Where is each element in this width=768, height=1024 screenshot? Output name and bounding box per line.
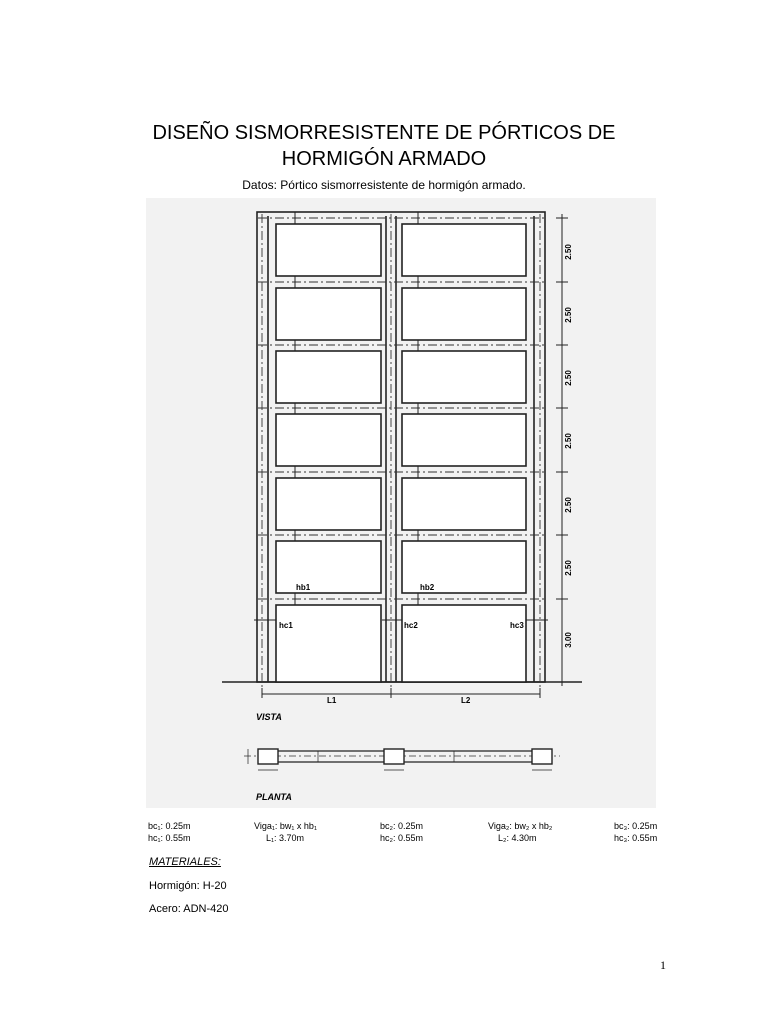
data-bc3: bc₃: 0.25m xyxy=(614,821,658,831)
data-bc1: bc₁: 0.25m xyxy=(148,821,191,831)
materials-heading: MATERIALES: xyxy=(149,856,221,868)
data-L1: L₁: 3.70m xyxy=(266,833,305,843)
height-label-6: 2.50 xyxy=(564,560,573,576)
label-hb2: hb2 xyxy=(420,583,435,592)
label-L2: L2 xyxy=(461,696,471,705)
data-hc2: hc₂: 0.55m xyxy=(380,833,424,843)
height-label-1: 2.50 xyxy=(564,244,573,260)
data-viga1: Viga₁: bw₁ x hb₁ xyxy=(254,821,317,831)
plan-view xyxy=(244,749,560,770)
label-L1: L1 xyxy=(327,696,337,705)
right-bay-panels xyxy=(402,224,526,682)
material-steel: Acero: ADN-420 xyxy=(149,903,229,915)
data-hc3: hc₃: 0.55m xyxy=(614,833,658,843)
data-bc2: bc₂: 0.25m xyxy=(380,821,424,831)
data-col-1 xyxy=(148,820,191,844)
data-col-3 xyxy=(380,820,423,844)
height-dimension-line xyxy=(556,214,568,686)
left-bay-panels xyxy=(276,224,381,682)
label-planta: PLANTA xyxy=(256,792,292,802)
label-hb1: hb1 xyxy=(296,583,311,592)
title-line-1: DISEÑO SISMORRESISTENTE DE PÓRTICOS DE xyxy=(152,122,616,144)
height-label-2: 2.50 xyxy=(564,307,573,323)
label-hc3: hc3 xyxy=(510,621,524,630)
title-line-2: HORMIGÓN ARMADO xyxy=(281,148,487,170)
data-hc1: hc₁: 0.55m xyxy=(148,833,191,843)
data-viga2: Viga₂: bw₂ x hb₂ xyxy=(488,821,553,831)
data-col-5 xyxy=(614,820,657,844)
height-label-4: 2.50 xyxy=(564,433,573,449)
page-number: 1 xyxy=(660,958,666,972)
data-col-4 xyxy=(488,820,552,844)
data-L2: L₂: 4.30m xyxy=(498,833,537,843)
label-vista: VISTA xyxy=(256,712,282,722)
span-dimension-line xyxy=(262,688,540,698)
height-label-7: 3.00 xyxy=(564,632,573,648)
subtitle: Datos: Pórtico sismorresistente de hormigón armado. xyxy=(242,178,526,192)
data-col-2 xyxy=(254,820,317,844)
material-concrete: Hormigón: H-20 xyxy=(149,880,227,892)
label-hc1: hc1 xyxy=(279,621,293,630)
label-hc2: hc2 xyxy=(404,621,418,630)
height-label-5: 2.50 xyxy=(564,497,573,513)
height-label-3: 2.50 xyxy=(564,370,573,386)
